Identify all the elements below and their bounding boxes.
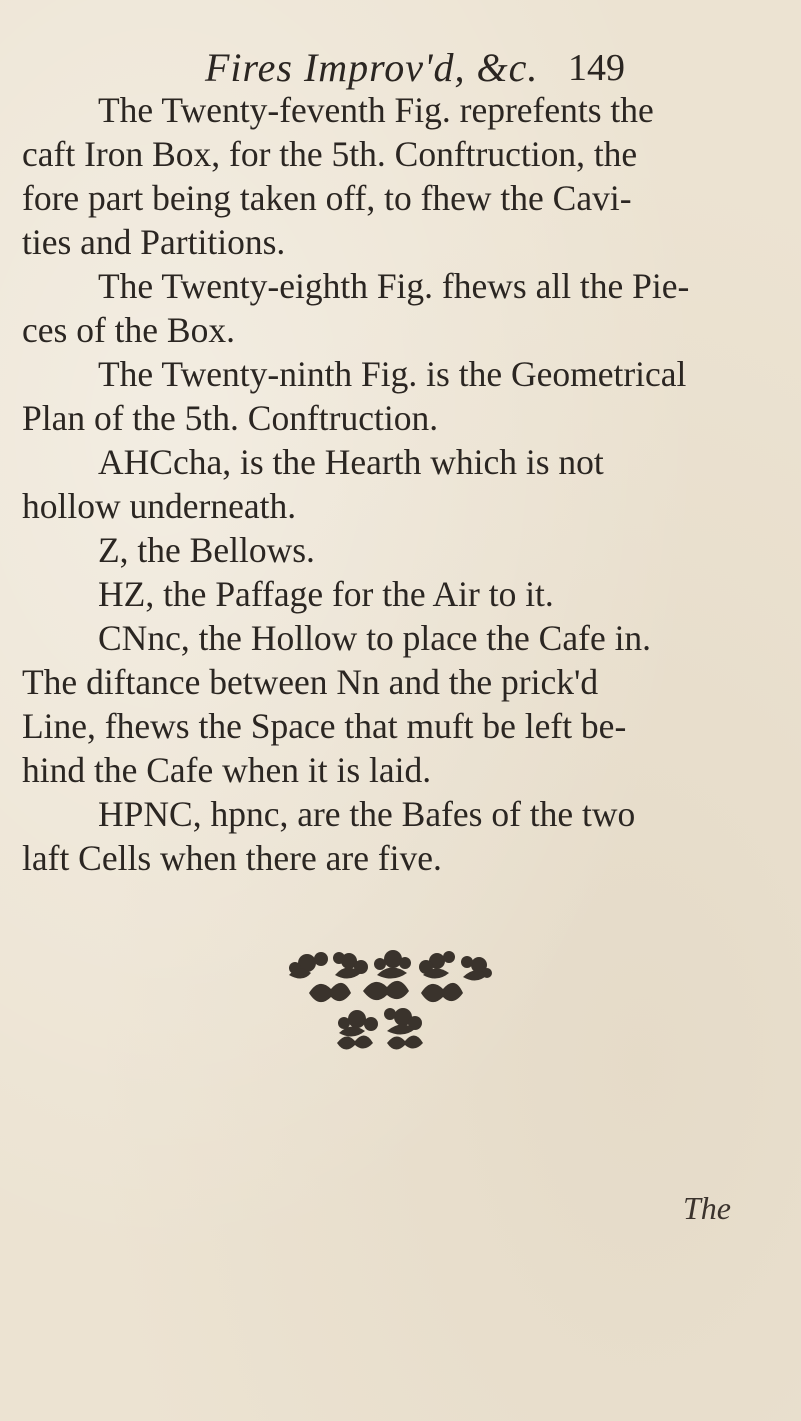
text-line: hollow underneath.: [22, 486, 297, 526]
printer-ornament-icon: [285, 945, 505, 1055]
running-title: Fires Improv'd, &c.: [205, 45, 539, 90]
catchword: The: [683, 1190, 731, 1226]
paragraph: [22, 792, 780, 880]
paragraph: [22, 88, 780, 264]
text-line: The diftance between Nn and the prick'd: [22, 662, 599, 702]
paragraph: [60, 572, 780, 616]
paragraph: [22, 264, 780, 352]
page-number: 149: [568, 47, 625, 89]
text-line: hind the Cafe when it is laid.: [22, 750, 432, 790]
body-text: [22, 88, 780, 880]
text-line: Z, the Bellows.: [98, 530, 315, 570]
text-line: HPNC, hpnc, are the Bafes of the two: [98, 794, 636, 834]
text-line: AHCcha, is the Hearth which is not: [98, 442, 604, 482]
text-line: laft Cells when there are five.: [22, 838, 442, 878]
text-line: The Twenty-eighth Fig. fhews all the Pie-: [98, 266, 690, 306]
text-line: ties and Partitions.: [22, 222, 286, 262]
text-line: CNnc, the Hollow to place the Cafe in.: [98, 618, 652, 658]
text-line: fore part being taken off, to fhew the Cavi-: [22, 178, 632, 218]
paragraph: [22, 440, 780, 528]
text-line: The Twenty-ninth Fig. is the Geometrical: [98, 354, 687, 394]
paragraph: [22, 616, 780, 792]
text-line: ces of the Box.: [22, 310, 235, 350]
text-line: The Twenty-feventh Fig. reprefents the: [98, 90, 654, 130]
paragraph: [60, 528, 780, 572]
text-line: caft Iron Box, for the 5th. Conftruction, the: [22, 134, 638, 174]
text-line: Line, fhews the Space that muft be left be-: [22, 706, 627, 746]
text-line: HZ, the Paffage for the Air to it.: [98, 574, 554, 614]
paragraph: [22, 352, 780, 440]
text-line: Plan of the 5th. Conftruction.: [22, 398, 439, 438]
